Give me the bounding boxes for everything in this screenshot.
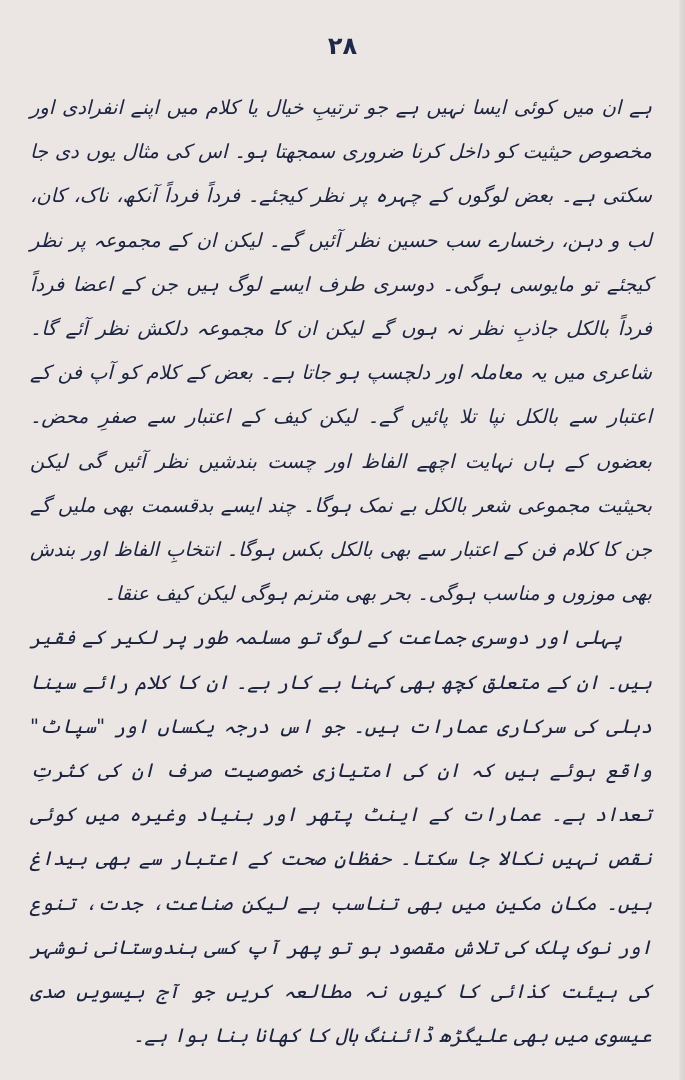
paragraph-1: ہے ان میں کوئی ایسا نہیں ہے جو ترتیبِ خیال یا کلام میں اپنے انفرادی اور مخصوص حیثیت کو داخل کرنا ضروری سمجھتا ہو۔ اس کی مثال یوں دی جا سکتی ہے۔ بعض لوگوں کے چہرہ پر نظر کیجئے۔ فرداً فرداً آنکھ، ناک، کان، لب و دہن، رخسارے سب حسین نظر آئیں گے۔ لیکن ان کے مجموعہ پر نظر کیجئے تو مایوسی ہوگی۔ دوسری طرف ایسے لوگ ہیں جن کے اعضا فرداً فرداً بالکل جاذبِ نظر نہ ہوں گے لیکن ان کا مجموعہ دلکش نظر آئے گا۔ شاعری میں یہ معاملہ اور دلچسپ ہو جاتا ہے۔ بعض کے کلام کو آپ فن کے اعتبار سے بالکل نپا تلا پائیں گے۔ لیکن کیف کے اعتبار سے صفرِ محض۔ بعضوں کے ہاں نہایت اچھے الفاظ اور چست بندشیں نظر آئیں گی لیکن بحیثیت مجموعی شعر بالکل بے نمک ہوگا۔ چند ایسے بدقسمت بھی ملیں گے جن کا کلام فن کے اعتبار سے بھی بالکل بکس ہوگا۔ انتخابِ الفاظ اور بندش بھی موزوں و مناسب ہوگی۔ بحر بھی مترنم ہوگی لیکن کیف عنقا۔ bbox=[30, 96, 652, 606]
page-body bbox=[30, 86, 652, 1058]
paragraph-2: پہلی اور دوسری جماعت کے لوگ تو مسلمہ طور پر لکیر کے فقیر ہیں۔ ان کے متعلق کچھ بھی کہنا بے کار ہے۔ ان کا کلام رائے سینا دہلی کی سرکاری عمارات ہیں۔ جو اس درجہ یکساں اور "سپاٹ" واقع ہوئے ہیں کہ ان کی امتیازی خصوصیت صرف ان کی کثرتِ تعداد ہے۔ عمارات کے اینٹ پتھر اور بنیاد وغیرہ میں کوئی نقص نہیں نکالا جا سکتا۔ حفظانِ صحت کے اعتبار سے بھی بیداغ ہیں۔ مکان مکین میں بھی تناسب ہے لیکن صناعت، جدت، تنوع اور نوک پلک کی تلاش مقصود ہو تو پھر آپ کسی ہندوستانی نوشہر کی ہیئت کذائی کا کیوں نہ مطالعہ کریں جو آج بیسویں صدی عیسوی میں بھی علیگڑھ ڈائننگ ہال کا کھانا بنا ہوا ہے۔ bbox=[30, 626, 652, 1048]
page-number: ۲۸ bbox=[327, 32, 358, 60]
page-edge-shadow bbox=[679, 0, 685, 1080]
